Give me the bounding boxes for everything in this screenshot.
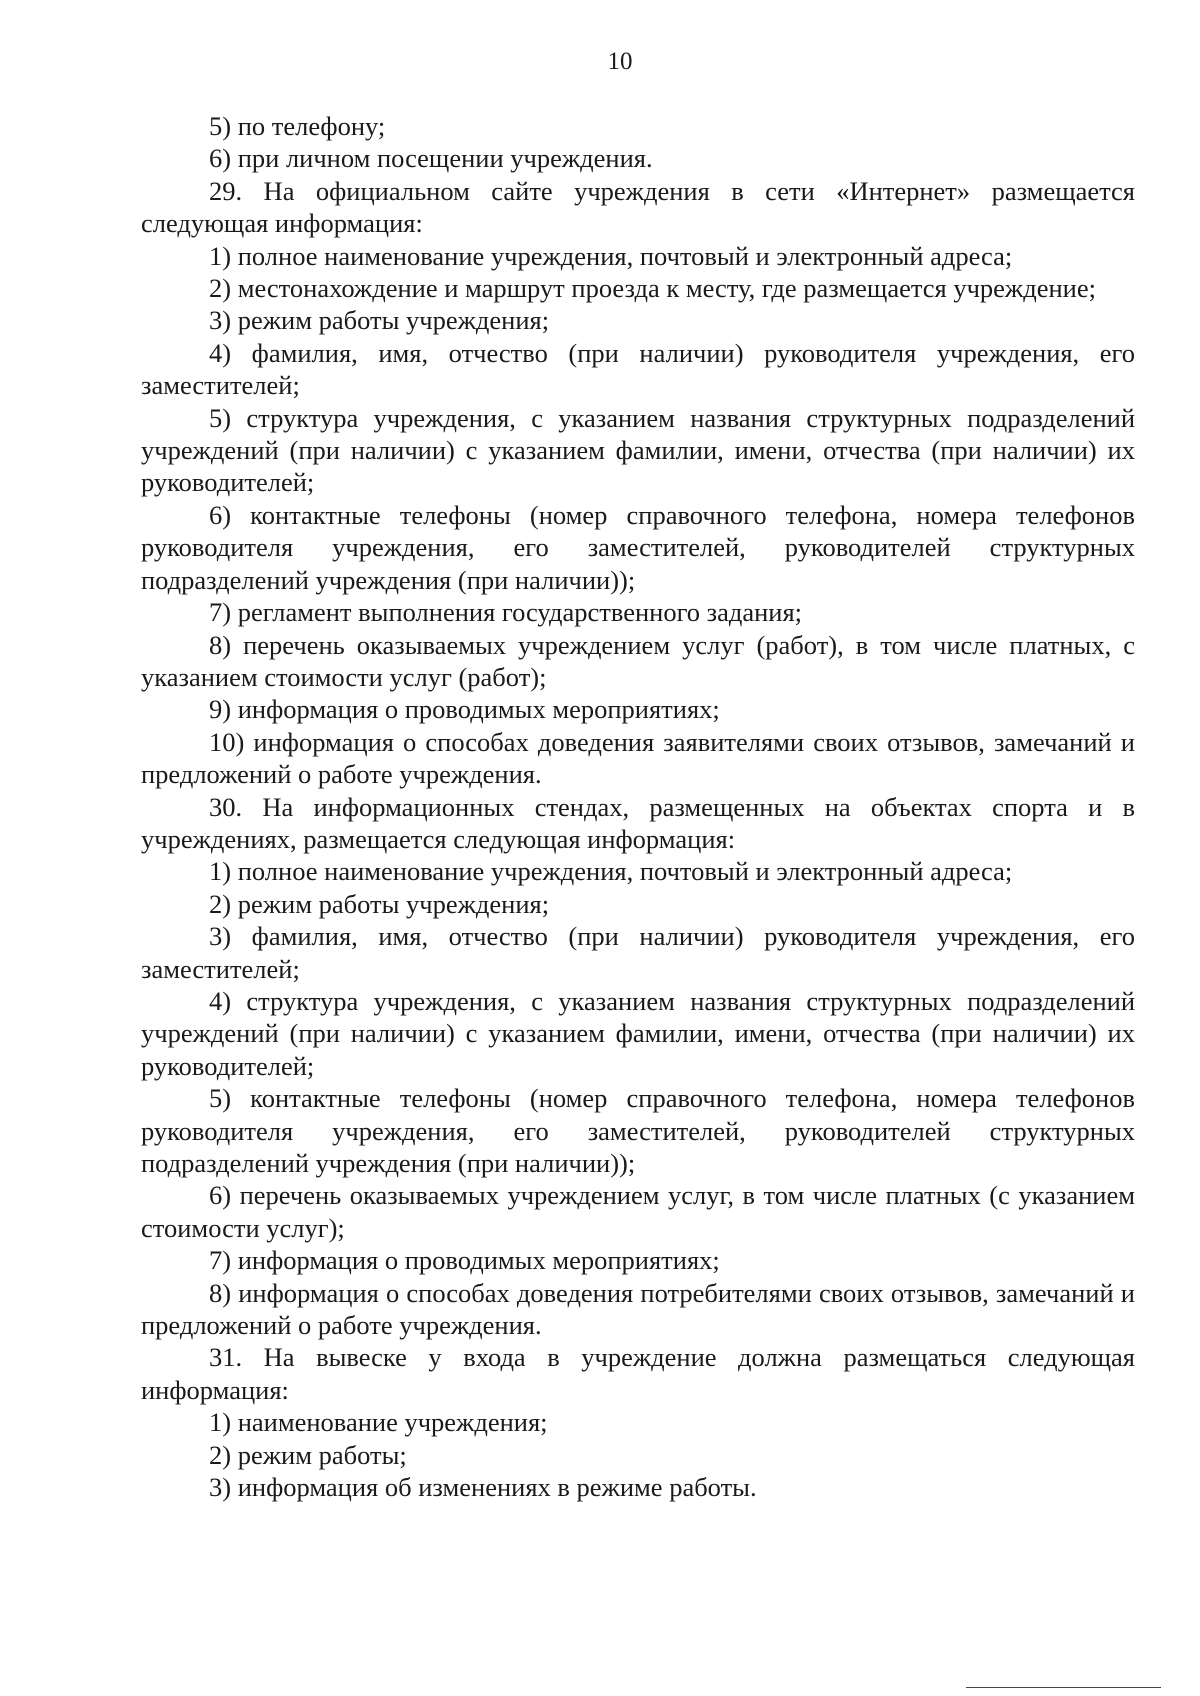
clause-31-item-2: 2) режим работы; <box>209 1439 407 1470</box>
clause-29-item-8: 8) перечень оказываемых учреждением услуг (работ), в том числе платных, с указанием стоимости услуг (работ); <box>141 629 1135 692</box>
clause-31-item-3: 3) информация об изменениях в режиме работы. <box>209 1472 757 1503</box>
clause-29-item-6: 6) контактные телефоны (номер справочного телефона, номера телефонов руководителя учреждения, его заместителей, руководителей структурных подразделений учреждения (при наличии)); <box>141 499 1135 595</box>
clause-29-item-9: 9) информация о проводимых мероприятиях; <box>209 694 720 725</box>
clause-31-item-1: 1) наименование учреждения; <box>209 1407 548 1438</box>
list-item-phone: 5) по телефону; <box>209 111 386 141</box>
clause-30-item-7: 7) информация о проводимых мероприятиях; <box>209 1245 720 1276</box>
clause-31: 31. На вывеске у входа в учреждение должна размещаться следующая информация: <box>141 1342 1135 1405</box>
clause-30-item-4: 4) структура учреждения, с указанием названия структурных подразделений учреждений (при наличии) с указанием фамилии, имени, отчества (при наличии) их руководителей; <box>141 985 1135 1081</box>
clause-30: 30. На информационных стендах, размещенных на объектах спорта и в учреждениях, размещается следующая информация: <box>141 791 1135 854</box>
clause-30-item-8: 8) информация о способах доведения потребителями своих отзывов, замечаний и предложений о работе учреждения. <box>141 1277 1135 1341</box>
clause-30-item-5: 5) контактные телефоны (номер справочного телефона, номера телефонов руководителя учреждения, его заместителей, руководителей структурных подразделений учреждения (при наличии)); <box>141 1083 1135 1178</box>
clause-29-item-7: 7) регламент выполнения государственного задания; <box>209 597 803 628</box>
clause-29-item-4: 4) фамилия, имя, отчество (при наличии) руководителя учреждения, его заместителей; <box>141 337 1135 401</box>
clause-30-item-1: 1) полное наименование учреждения, почтовый и электронный адреса; <box>209 856 1013 887</box>
clause-29: 29. На официальном сайте учреждения в сети «Интернет» размещается следующая информация: <box>141 175 1135 239</box>
document-body <box>141 110 1135 1503</box>
footer-rule <box>966 1687 1161 1688</box>
clause-30-item-2: 2) режим работы учреждения; <box>209 888 550 919</box>
clause-30-item-3: 3) фамилия, имя, отчество (при наличии) руководителя учреждения, его заместителей; <box>141 921 1135 984</box>
list-item-personal-visit: 6) при личном посещении учреждения. <box>209 143 653 174</box>
clause-29-item-1: 1) полное наименование учреждения, почтовый и электронный адреса; <box>209 240 1013 271</box>
clause-30-item-6: 6) перечень оказываемых учреждением услуг, в том числе платных (с указанием стоимости услуг); <box>141 1180 1135 1243</box>
clause-29-item-5: 5) структура учреждения, с указанием названия структурных подразделений учреждений (при наличии) с указанием фамилии, имени, отчества (при наличии) их руководителей; <box>141 402 1135 498</box>
page-number: 10 <box>607 48 633 75</box>
clause-29-item-3: 3) режим работы учреждения; <box>209 305 550 336</box>
clause-29-item-10: 10) информация о способах доведения заявителями своих отзывов, замечаний и предложений о работе учреждения. <box>141 726 1135 790</box>
clause-29-item-2: 2) местонахождение и маршрут проезда к месту, где размещается учреждение; <box>209 273 1096 304</box>
